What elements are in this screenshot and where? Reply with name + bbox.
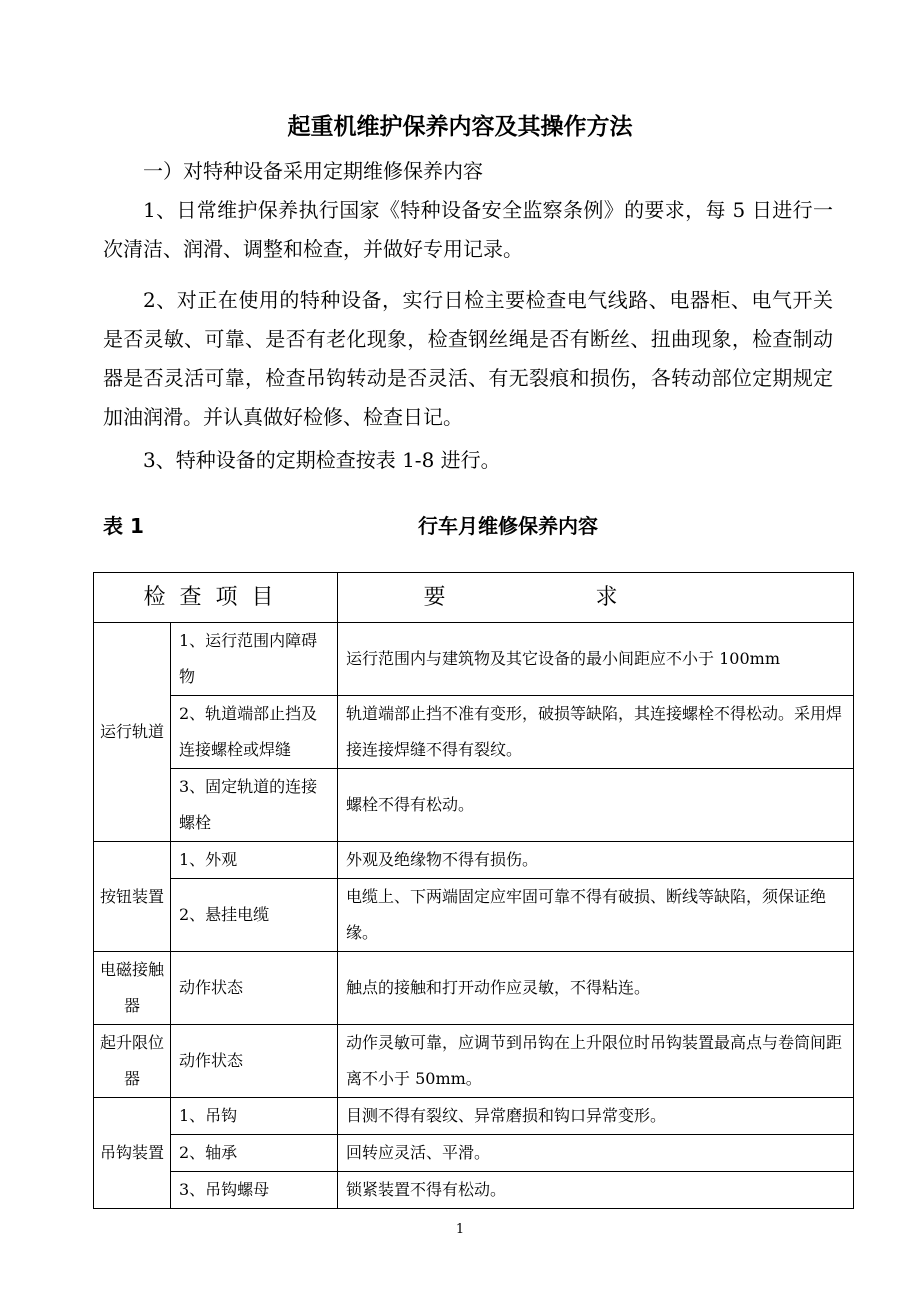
- requirement: 动作灵敏可靠，应调节到吊钩在上升限位时吊钩装置最高点与卷筒间距离不小于 50mm。: [338, 1025, 854, 1098]
- document-title: 起重机维护保养内容及其操作方法: [287, 114, 633, 140]
- table-row: [94, 879, 854, 952]
- check-item: 2、悬挂电缆: [171, 879, 338, 952]
- check-item: 3、吊钩螺母: [171, 1172, 338, 1209]
- paragraph-periodic-inspection: 3、特种设备的定期检查按表 1-8 进行。: [143, 448, 501, 472]
- requirement: 运行范围内与建筑物及其它设备的最小间距应不小于 100mm: [338, 623, 854, 696]
- table-row: [94, 1172, 854, 1209]
- page-number: 1: [455, 1222, 465, 1237]
- section-heading: [103, 152, 833, 191]
- requirement: 触点的接触和打开动作应灵敏，不得粘连。: [338, 952, 854, 1025]
- table-title: 行车月维修保养内容: [418, 514, 598, 538]
- table-row: [94, 842, 854, 879]
- check-item: 动作状态: [171, 952, 338, 1025]
- check-item: 动作状态: [171, 1025, 338, 1098]
- requirement: 电缆上、下两端固定应牢固可靠不得有破损、断线等缺陷，须保证绝缘。: [338, 879, 854, 952]
- table-caption: [103, 511, 833, 541]
- paragraph-1-block: [103, 191, 833, 269]
- header-requirement: 要求: [338, 573, 854, 623]
- paragraph-2-block: [103, 281, 833, 437]
- table-row: [94, 1135, 854, 1172]
- table-row: [94, 1025, 854, 1098]
- check-item: 3、固定轨道的连接螺栓: [171, 769, 338, 842]
- group-name: 按钮装置: [94, 842, 171, 952]
- table-number: 表 1: [103, 514, 144, 538]
- table-header-row: [94, 573, 854, 623]
- table-row: [94, 623, 854, 696]
- table-row: [94, 769, 854, 842]
- table-row: [94, 696, 854, 769]
- check-item: 2、轨道端部止挡及连接螺栓或焊缝: [171, 696, 338, 769]
- group-name: 电磁接触器: [94, 952, 171, 1025]
- group-name: 起升限位器: [94, 1025, 171, 1098]
- paragraph-section-title: 一）对特种设备采用定期维修保养内容: [143, 159, 483, 183]
- requirement: 锁紧装置不得有松动。: [338, 1172, 854, 1209]
- maintenance-table: [93, 572, 854, 1209]
- group-name: 吊钩装置: [94, 1098, 171, 1209]
- requirement: 螺栓不得有松动。: [338, 769, 854, 842]
- check-item: 1、外观: [171, 842, 338, 879]
- table-row: [94, 1098, 854, 1135]
- check-item: 2、轴承: [171, 1135, 338, 1172]
- requirement: 回转应灵活、平滑。: [338, 1135, 854, 1172]
- paragraph-daily-inspection: 2、对正在使用的特种设备，实行日检主要检查电气线路、电器柜、电气开关是否灵敏、可靠、是否有老化现象，检查钢丝绳是否有断丝、扭曲现象，检查制动器是否灵活可靠，检查吊钩转动是否灵活、有无裂痕和损伤，各转动部位定期规定加油润滑。并认真做好检修、检查日记。: [103, 288, 833, 429]
- check-item: 1、运行范围内障碍物: [171, 623, 338, 696]
- requirement: 轨道端部止挡不准有变形，破损等缺陷，其连接螺栓不得松动。采用焊接连接焊缝不得有裂纹。: [338, 696, 854, 769]
- check-item: 1、吊钩: [171, 1098, 338, 1135]
- header-check-item: 检查项目: [94, 573, 338, 623]
- paragraph-3-block: [103, 441, 833, 480]
- table-row: [94, 952, 854, 1025]
- requirement: 目测不得有裂纹、异常磨损和钩口异常变形。: [338, 1098, 854, 1135]
- requirement: 外观及绝缘物不得有损伤。: [338, 842, 854, 879]
- paragraph-daily-maintenance: 1、日常维护保养执行国家《特种设备安全监察条例》的要求，每 5 日进行一次清洁、润滑、调整和检查，并做好专用记录。: [103, 198, 833, 261]
- group-name: 运行轨道: [94, 623, 171, 842]
